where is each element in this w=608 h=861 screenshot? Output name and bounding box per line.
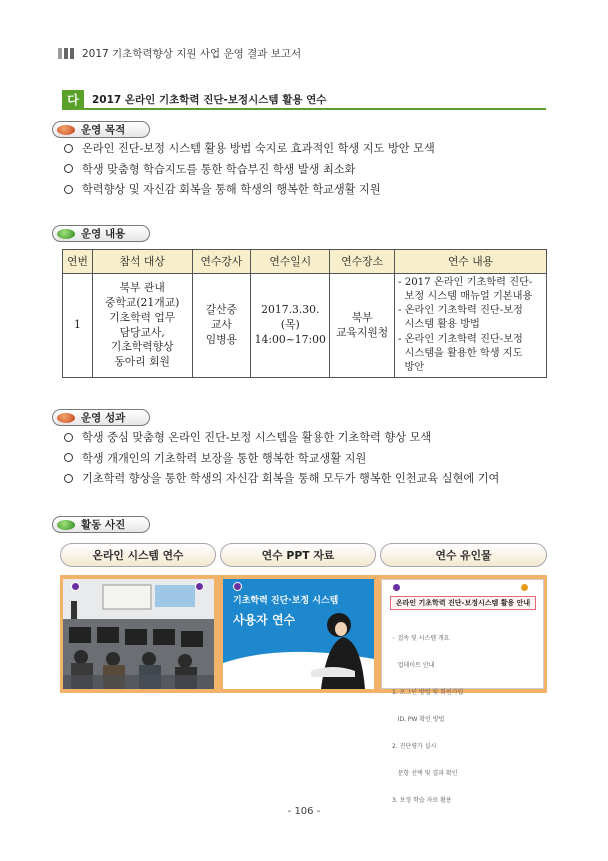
section-title: 2017 온라인 기초학력 진단-보정시스템 활용 연수 bbox=[92, 93, 327, 106]
column-header: 연번 bbox=[63, 250, 93, 274]
cell-target: 북부 관내 중학교(21개교) 기초학력 업무 담당교사, 기초학력향상 동아리 회원 bbox=[92, 274, 192, 378]
bullet-dot-icon bbox=[57, 520, 75, 530]
section-letter: 다 bbox=[62, 90, 84, 108]
bullet-dot-icon bbox=[57, 413, 75, 423]
list-item: 학생 개개인의 기초학력 보장을 통한 행복한 학교생활 지원 bbox=[64, 448, 499, 469]
purpose-heading bbox=[52, 121, 150, 138]
cell-no: 1 bbox=[63, 274, 93, 378]
pin-icon bbox=[392, 583, 401, 592]
page-number: - 106 - bbox=[287, 806, 321, 817]
list-item: 온라인 진단-보정 시스템 활용 방법 숙지로 효과적인 학생 지도 방안 모색 bbox=[64, 138, 435, 159]
circle-bullet-icon bbox=[64, 144, 73, 153]
classroom-photo bbox=[63, 579, 214, 689]
list-item: 학력향상 및 자신감 회복을 통해 학생의 행복한 학교생활 지원 bbox=[64, 179, 435, 200]
bullet-dot-icon bbox=[57, 125, 75, 135]
list-item: 기초학력 향상을 통한 학생의 자신감 회복을 통해 모두가 행복한 인천교육 실현에 기여 bbox=[64, 468, 499, 489]
header-bars-icon bbox=[58, 48, 74, 59]
column-header: 연수강사 bbox=[192, 250, 251, 274]
header-title: 2017 기초학력향상 지원 사업 운영 결과 보고서 bbox=[82, 48, 302, 60]
circle-bullet-icon bbox=[64, 433, 73, 442]
pin-icon bbox=[233, 582, 242, 591]
photos-label: 활동 사진 bbox=[81, 519, 126, 531]
list-item: 학생 맞춤형 학습지도를 통한 학습부진 학생 발생 최소화 bbox=[64, 159, 435, 180]
column-header: 연수일시 bbox=[251, 250, 330, 274]
table-header-row bbox=[63, 250, 547, 274]
column-header: 연수장소 bbox=[330, 250, 395, 274]
ppt-subtitle: 기초학력 진단·보정 시스템 bbox=[233, 596, 339, 606]
cell-datetime: 2017.3.30.(목) 14:00~17:00 bbox=[251, 274, 330, 378]
document-header bbox=[58, 46, 301, 61]
column-header: 연수 내용 bbox=[395, 250, 547, 274]
training-plan-table bbox=[62, 249, 547, 378]
handout-photo bbox=[381, 579, 544, 804]
purpose-label: 운영 목적 bbox=[81, 124, 126, 136]
photo-caption-2: 연수 PPT 자료 bbox=[220, 543, 376, 567]
content-label: 운영 내용 bbox=[81, 228, 126, 240]
circle-bullet-icon bbox=[64, 474, 73, 483]
results-list bbox=[64, 427, 499, 489]
photos-heading bbox=[52, 516, 150, 533]
pin-icon bbox=[520, 583, 529, 592]
photo-caption-3: 연수 유인물 bbox=[380, 543, 547, 567]
cell-details: - 2017 온라인 기초학력 진단- 보정 시스템 매뉴얼 기본내용 - 온라인 기초학력 진단-보정 시스템 활용 방법 - 온라인 기초학력 진단-보정 시스템을 활용한 학생 지도 방안 bbox=[395, 274, 547, 378]
column-header: 참석 대상 bbox=[92, 250, 192, 274]
cell-place: 북부 교육지원청 bbox=[330, 274, 395, 378]
section-title-bar bbox=[62, 90, 546, 110]
photo-caption-1: 온라인 시스템 연수 bbox=[60, 543, 216, 567]
circle-bullet-icon bbox=[64, 453, 73, 462]
purpose-list bbox=[64, 138, 435, 200]
table-row bbox=[63, 274, 547, 378]
handout-title: 온라인 기초학력 진단-보정시스템 활용 안내 bbox=[390, 596, 536, 610]
handout-body: ◦ 접속 및 시스템 개요 업데이트 안내 1. 로그인 방법 및 회원가입 ID, PW 확인 방법 2. 진단평가 실시 문항 선택 및 결과 확인 3. 보정 학습 자료 활용 bbox=[392, 635, 464, 804]
bullet-dot-icon bbox=[57, 229, 75, 239]
classroom-photo-image bbox=[63, 579, 214, 689]
content-heading bbox=[52, 225, 150, 242]
ppt-photo bbox=[223, 579, 374, 689]
cell-instructor: 갈산중 교사 임병용 bbox=[192, 274, 251, 378]
results-heading bbox=[52, 409, 150, 426]
list-item: 학생 중심 맞춤형 온라인 진단-보정 시스템을 활용한 기초학력 향상 모색 bbox=[64, 427, 499, 448]
pin-icon bbox=[71, 582, 80, 591]
results-label: 운영 성과 bbox=[81, 412, 126, 424]
circle-bullet-icon bbox=[64, 185, 73, 194]
pin-icon bbox=[195, 582, 204, 591]
circle-bullet-icon bbox=[64, 164, 73, 173]
ppt-title: 사용자 연수 bbox=[233, 613, 296, 627]
